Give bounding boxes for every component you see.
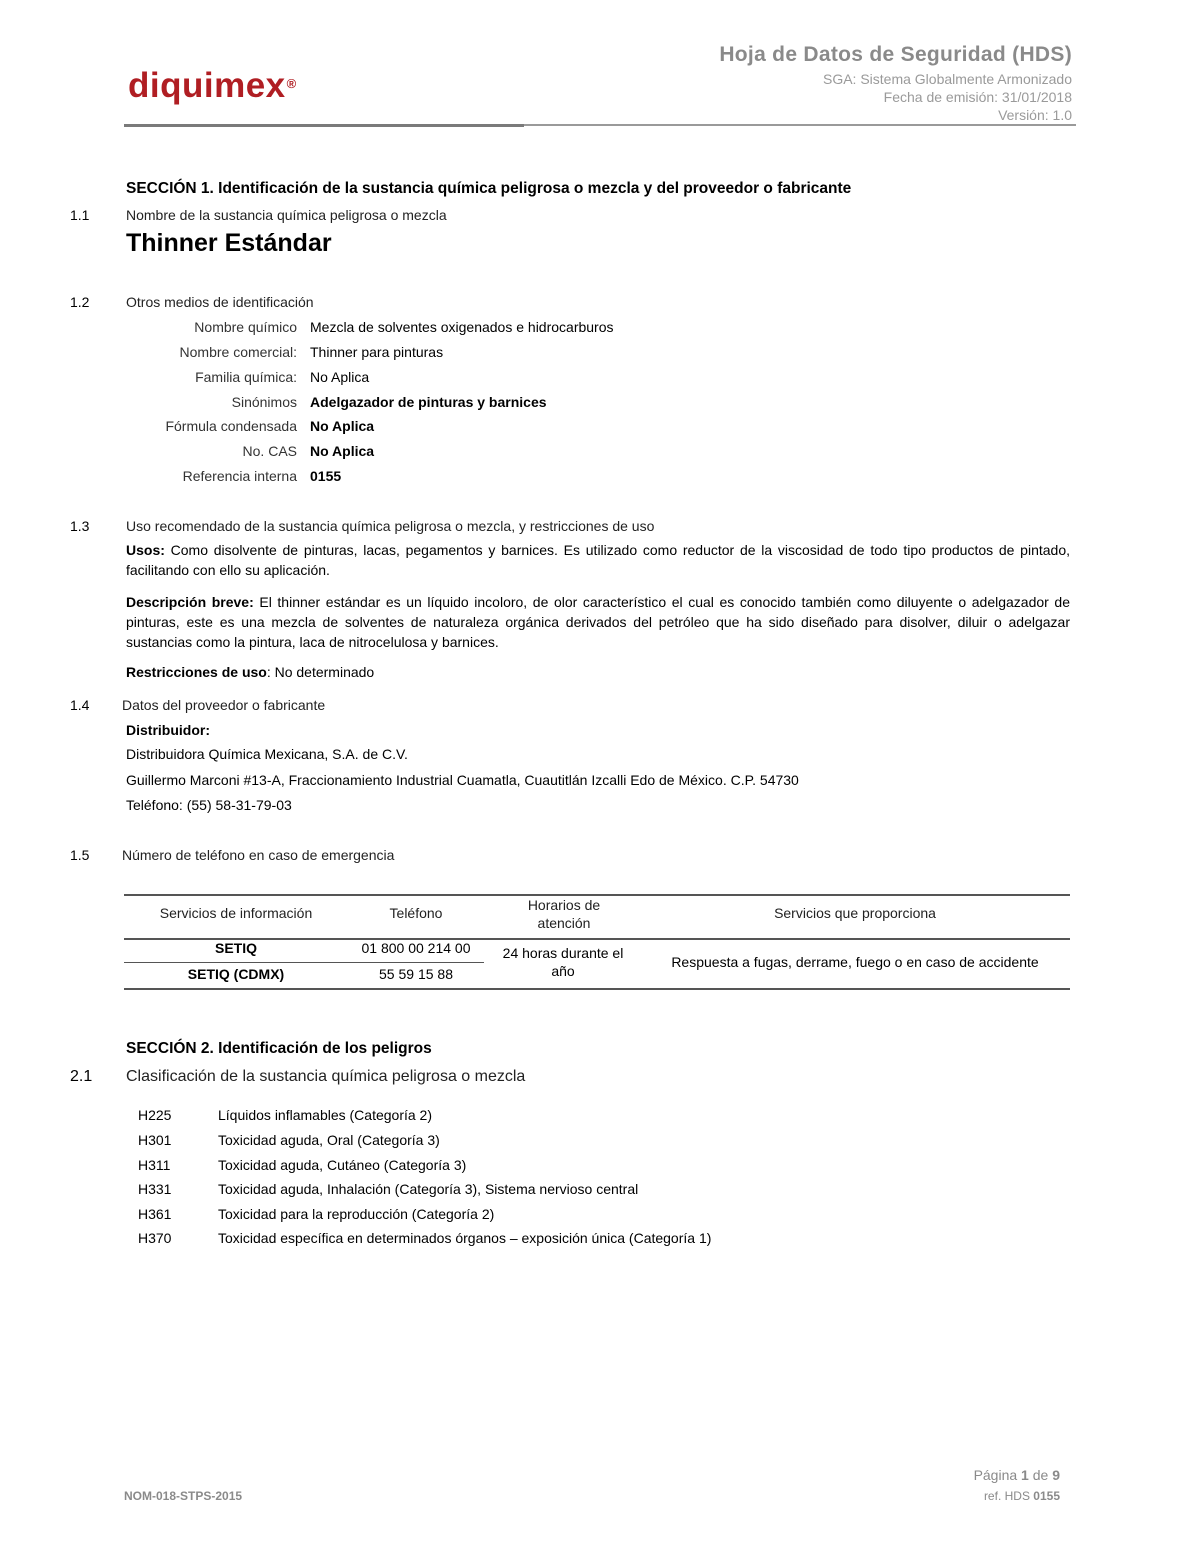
id-label: Fórmula condensada: [165, 418, 297, 434]
table-cell-phone: 55 59 15 88: [379, 966, 453, 982]
version: Versión: 1.0: [998, 107, 1072, 123]
table-cell-hours: 24 horas durante el año: [502, 945, 624, 979]
page-number: Página 1 de 9: [973, 1467, 1060, 1483]
footer-norm: NOM-018-STPS-2015: [124, 1489, 243, 1503]
hazard-code: H311: [138, 1157, 171, 1173]
item-number: 1.3: [70, 518, 90, 534]
id-value: No Aplica: [310, 443, 375, 459]
id-value: No Aplica: [310, 369, 370, 385]
item-number: 2.1: [70, 1068, 93, 1085]
table-cell-phone: 01 800 00 214 00: [361, 940, 471, 956]
document-subtitle: SGA: Sistema Globalmente Armonizado: [822, 71, 1072, 87]
item-number: 1.4: [70, 697, 90, 713]
item-label: Nombre de la sustancia química peligrosa o mezcla: [126, 207, 447, 223]
id-label: Familia química:: [195, 369, 297, 385]
id-label: Referencia interna: [182, 468, 297, 484]
table-cell-service: SETIQ (CDMX): [187, 966, 285, 982]
id-value: Mezcla de solventes oxigenados e hidrocarburos: [310, 319, 614, 335]
hazard-description: Toxicidad específica en determinados órganos – exposición única (Categoría 1): [218, 1230, 712, 1246]
company-phone: Teléfono: (55) 58-31-79-03: [126, 797, 292, 813]
table-header: Horarios de atención: [527, 897, 601, 931]
table-cell-provides: Respuesta a fugas, derrame, fuego o en caso de accidente: [671, 954, 1039, 970]
company-address: Guillermo Marconi #13-A, Fraccionamiento Industrial Cuamatla, Cuautitlán Izcalli Edo de México. C.P. 54730: [126, 772, 799, 788]
item-label: Datos del proveedor o fabricante: [122, 697, 326, 713]
product-name: Thinner Estándar: [126, 229, 332, 257]
id-label: No. CAS: [242, 443, 297, 459]
table-header: Servicios de información: [159, 905, 313, 921]
hazard-description: Toxicidad aguda, Inhalación (Categoría 3), Sistema nervioso central: [218, 1181, 639, 1197]
hazard-description: Líquidos inflamables (Categoría 2): [218, 1107, 433, 1123]
section-1-title: SECCIÓN 1. Identificación de la sustancia química peligrosa o mezcla y del proveedor o fabricante: [126, 180, 852, 197]
hazard-description: Toxicidad para la reproducción (Categoría 2): [218, 1206, 495, 1222]
id-value: Thinner para pinturas: [310, 344, 444, 360]
item-label: Número de teléfono en caso de emergencia: [122, 847, 395, 863]
description-paragraph: Descripción breve: El thinner estándar es un líquido incoloro, de olor característico el cual es conocido también como diluyente o adelgazador de pinturas, este es una mezcla de solventes de naturaleza orgánica derivados del petróleo que ha sido diseñado para disolver, diluir o adelgazar sustancias como la pintura, laca de nitrocelulosa y barnices.: [126, 594, 1070, 650]
id-value: 0155: [310, 468, 342, 484]
hazard-description: Toxicidad aguda, Cutáneo (Categoría 3): [218, 1157, 467, 1173]
hazard-description: Toxicidad aguda, Oral (Categoría 3): [218, 1132, 440, 1148]
item-label: Uso recomendado de la sustancia química peligrosa o mezcla, y restricciones de uso: [126, 518, 655, 534]
table-cell-service: SETIQ: [214, 940, 257, 956]
table-header: Servicios que proporciona: [774, 905, 936, 921]
issue-date: Fecha de emisión: 31/01/2018: [883, 89, 1072, 105]
table-bottom-border: [124, 988, 1070, 990]
item-number: 1.1: [70, 207, 90, 223]
item-label: Clasificación de la sustancia química peligrosa o mezcla: [126, 1068, 526, 1085]
section-2-title: SECCIÓN 2. Identificación de los peligros: [126, 1040, 432, 1057]
restrictions-paragraph: Restricciones de uso: No determinado: [126, 664, 375, 680]
id-value: Adelgazador de pinturas y barnices: [310, 394, 547, 410]
hazard-code: H370: [138, 1230, 172, 1246]
id-label: Nombre comercial:: [179, 344, 297, 360]
id-label: Sinónimos: [231, 394, 297, 410]
header-divider-accent: [124, 124, 524, 127]
hazard-code: H331: [138, 1181, 172, 1197]
company-name: Distribuidora Química Mexicana, S.A. de C.V.: [126, 746, 408, 762]
item-label: Otros medios de identificación: [126, 294, 314, 310]
uses-paragraph: Usos: Como disolvente de pinturas, lacas, pegamentos y barnices. Es utilizado como reductor de la viscosidad de todo tipo productos de pintado, facilitando con ello su aplicación.: [126, 542, 1070, 578]
table-row-divider: [124, 962, 484, 963]
id-value: No Aplica: [310, 418, 375, 434]
brand-logo: diquimex®: [128, 66, 297, 105]
distributor-label: Distribuidor:: [126, 722, 210, 738]
hazard-code: H225: [138, 1107, 172, 1123]
document-title: Hoja de Datos de Seguridad (HDS): [719, 43, 1072, 66]
table-header: Teléfono: [389, 905, 443, 921]
item-number: 1.2: [70, 294, 90, 310]
hazard-code: H361: [138, 1206, 172, 1222]
hazard-code: H301: [138, 1132, 172, 1148]
footer-reference: ref. HDS 0155: [983, 1489, 1060, 1503]
id-label: Nombre químico: [194, 319, 297, 335]
item-number: 1.5: [70, 847, 90, 863]
